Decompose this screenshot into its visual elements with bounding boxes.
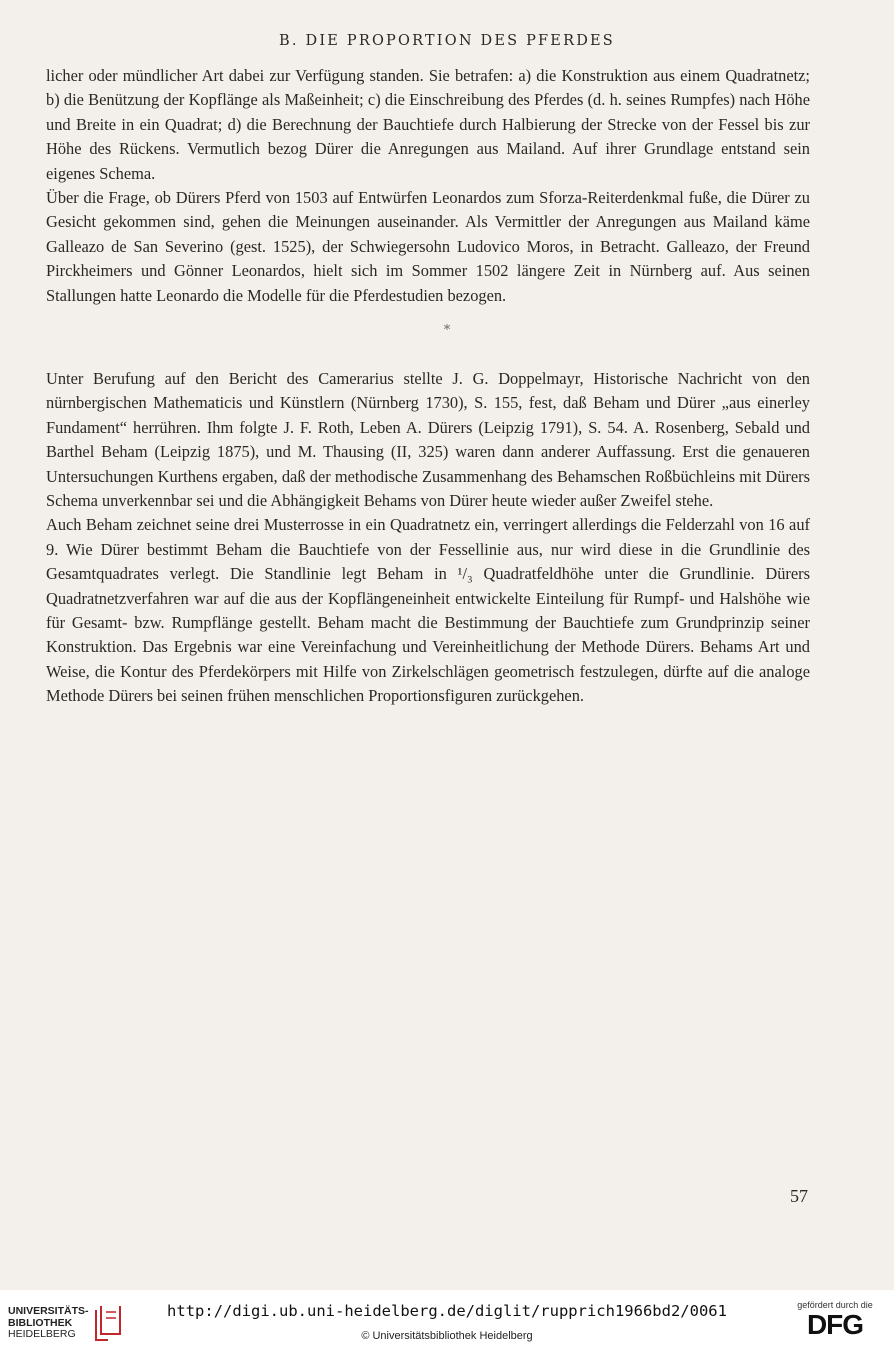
copyright-notice: © Universitätsbibliothek Heidelberg bbox=[361, 1330, 533, 1342]
page-number: 57 bbox=[790, 1186, 808, 1206]
dfg-funding-logo[interactable] bbox=[790, 1300, 880, 1348]
body-text-lower bbox=[46, 367, 810, 709]
paragraph: Unter Berufung auf den Bericht des Camerarius stellte J. G. Doppelmayr, Historische Nachricht von den nürnbergischen Mathematicis und Künstlern (Nürnberg 1730), S. 155, fest, daß Beham und Dürer „aus einerley Fundament“ herrühren. Ihm folgte J. F. Roth, Leben A. Dürers (Leipzig 1791), S. 54. A. Rosenberg, Sebald und Barthel Beham (Leipzig 1875), und M. Thausing (II, 325) waren dann anderer Auffassung. Erst die genaueren Untersuchungen Kurthens ergaben, daß der methodische Zusammenhang des Behamschen Roßbüchleins mit Dürers Schema unverkennbar sei und die Abhängigkeit Behams von Dürer heute wieder außer Zweifel stehe. bbox=[46, 369, 810, 511]
library-name-line: BIBLIOTHEK bbox=[8, 1316, 73, 1329]
paragraph: Über die Frage, ob Dürers Pferd von 1503 auf Entwürfen Leonardos zum Sforza-Reiterdenkmal fuße, die Dürer zu Gesicht gekommen sind, gehen die Meinungen auseinander. Als Vermittler der Anregungen aus Mailand käme Galleazo de San Severino (gest. 1525), der Schwiegersohn Ludovico Moros, in Betracht. Galleazo, der Freund Pirckheimers und Gönner Leonardos, hielt sich im Sommer 1502 längere Zeit in Nürnberg auf. Aus seinen Stallungen hatte Leonardo die Modelle für die Pferdestudien bezogen. bbox=[46, 188, 810, 305]
permalink-url[interactable]: http://digi.ub.uni-heidelberg.de/diglit/rupprich1966bd2/0061 bbox=[167, 1302, 727, 1320]
funding-caption: gefördert durch die bbox=[797, 1300, 873, 1310]
library-name-line: UNIVERSITÄTS- bbox=[8, 1305, 89, 1317]
paragraph: Auch Beham zeichnet seine drei Musterrosse in ein Quadratnetz ein, verringert allerdings die Felderzahl von 16 auf 9. Wie Dürer bestimmt Beham die Bauchtiefe von der Fessellinie aus, nur wird diese in die Grundlinie des Gesamtquadrates verlegt. Die Standlinie legt Beham in ¹/₃ Quadratfeldhöhe unter die Grundlinie. Dürers Quadratnetzverfahren war auf die aus der Kopflängeneinheit entwickelte Einteilung für Rumpf- und Halshöhe wie für Gesamt- bzw. Rumpflänge gestellt. Beham macht die Bestimmung der Bauchtiefe zum Grundprinzip seiner Konstruktion. Das Ergebnis war eine Vereinfachung und Vereinheitlichung der Methode Dürers. Behams Art und Weise, die Kontur des Pferdekörpers mit Hilfe von Zirkelschlägen geometrisch festzulegen, dürfte auf die analoge Methode Dürers bei seinen frühen menschlichen Proportionsfiguren zurückgehen. bbox=[46, 515, 810, 706]
dfg-logo-text: DFG bbox=[806, 1309, 864, 1340]
footer-bar bbox=[0, 1290, 894, 1354]
running-head: B. DIE PROPORTION DES PFERDES bbox=[279, 33, 615, 49]
library-name-line: HEIDELBERG bbox=[8, 1328, 76, 1340]
paragraph: licher oder mündlicher Art dabei zur Verfügung standen. Sie betrafen: a) die Konstruktion aus einem Quadratnetz; b) die Benützung der Kopflänge als Maßeinheit; c) die Einschreibung des Pferdes (d. h. seines Rumpfes) nach Höhe und Breite in ein Quadrat; d) die Berechnung der Bauchtiefe durch Halbierung der Strecke von der Fessel bis zur Höhe des Rückens. Vermutlich bezog Dürer die Anregungen aus Mailand. Auf ihrer Grundlage entstand sein eigenes Schema. bbox=[46, 66, 810, 183]
body-text-upper bbox=[46, 64, 810, 308]
section-separator: * bbox=[443, 323, 451, 338]
